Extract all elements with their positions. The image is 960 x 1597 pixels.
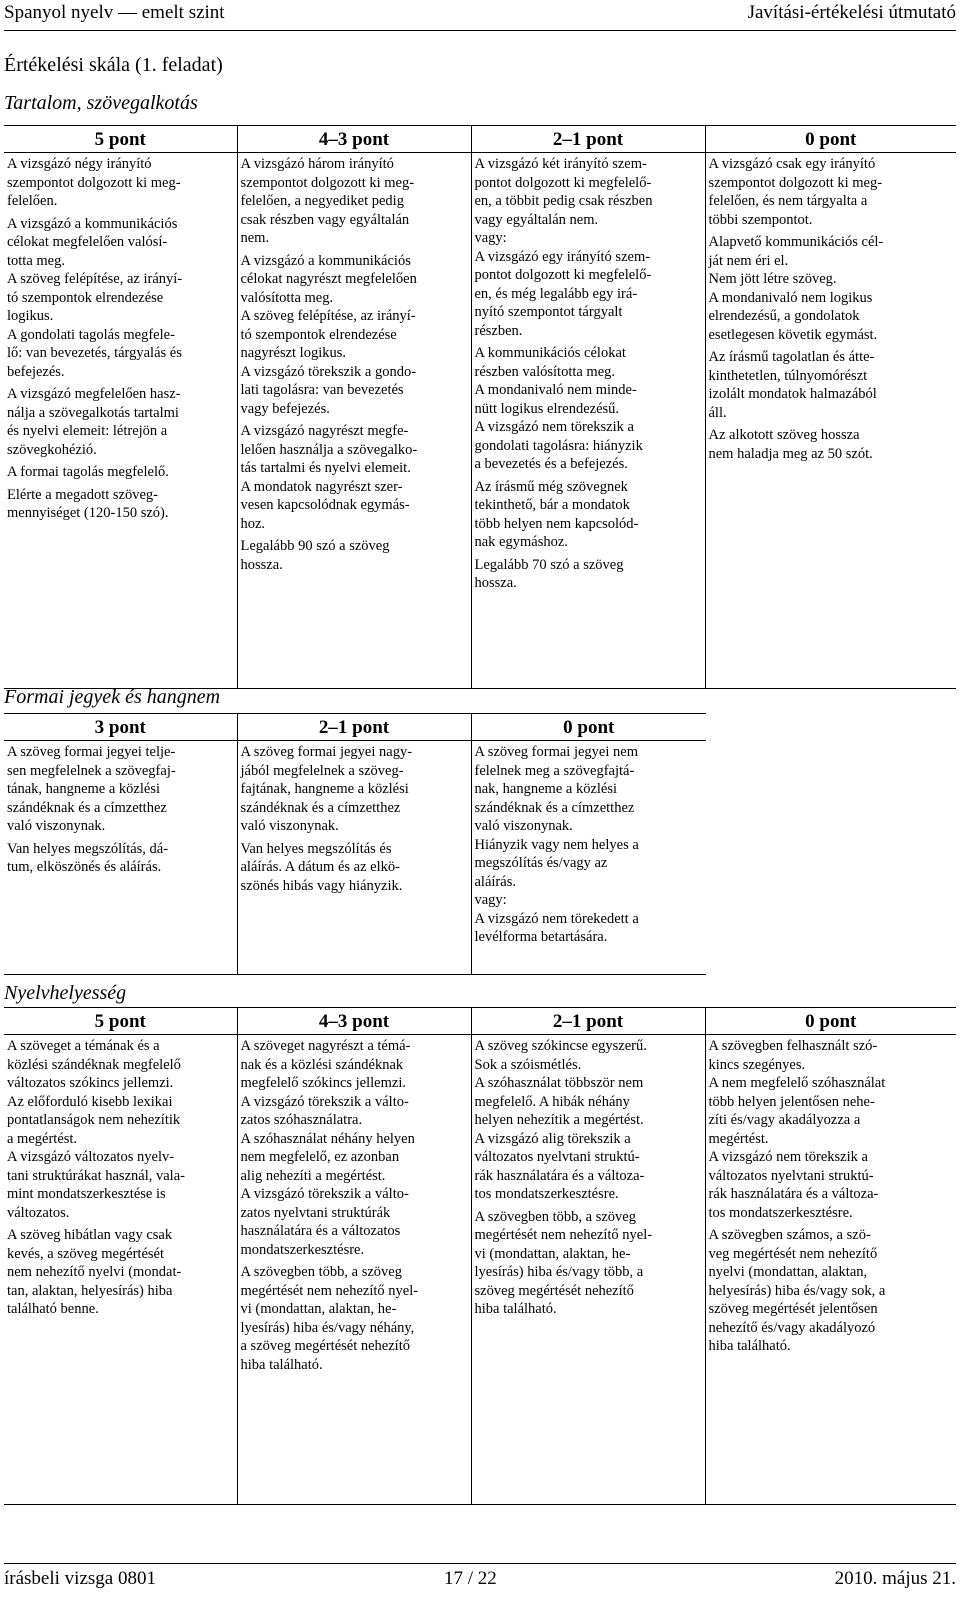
page-header bbox=[4, 2, 956, 31]
formai-cell-2-1 bbox=[237, 741, 471, 975]
criterion-text: A szöveg formai jegyei telje- sen megfelelnek a szövegfaj- tának, hangneme a közlési szándéknak és a címzetthez való viszonynak. bbox=[7, 744, 176, 834]
header-subject: Spanyol nyelv — emelt szint bbox=[4, 2, 225, 23]
section-title-nyelv: Nyelvhelyesség bbox=[4, 982, 127, 1004]
formai-table bbox=[4, 713, 706, 975]
criterion-text: A vizsgázó négy irányító szempontot dolgozott ki meg- felelően. bbox=[7, 156, 181, 209]
section-title-formai: Formai jegyek és hangnem bbox=[4, 686, 221, 708]
criterion-text: A vizsgázó három irányító szempontot dolgozott ki meg- felelően, a negyediket pedig csak részben vagy egyáltalán nem. bbox=[240, 156, 415, 246]
footer-exam-code: írásbeli vizsga 0801 bbox=[4, 1568, 156, 1589]
criterion-text: Alapvető kommunikációs cél- ját nem éri el. Nem jött létre szöveg. A mondanivaló nem logikus elrendezésű, a gondolatok esetlegesen követik egymást. bbox=[708, 234, 884, 343]
criterion-text: A vizsgázó nagyrészt megfe- lelően használja a szövegalko- tás tartalmi és nyelvi elemeit. A mondatok nagyrészt szer- vesen kapcsolódnak egymás- hoz. bbox=[240, 423, 418, 532]
tartalom-cell-4-3 bbox=[237, 153, 471, 689]
tartalom-table bbox=[4, 125, 956, 689]
nyelv-cell-5 bbox=[4, 1035, 237, 1505]
tartalom-header-2-1: 2–1 pont bbox=[471, 126, 705, 153]
nyelv-cell-2-1 bbox=[471, 1035, 705, 1505]
criterion-text: A szövegben több, a szöveg megértését nem nehezítő nyel- vi (mondattan, alaktan, he- lyesírás) hiba és/vagy néhány, a szöveg megértését nehezítő hiba található. bbox=[240, 1264, 419, 1373]
criterion-text: Az írásmű tagolatlan és átte- kinthetetlen, túlnyomórészt izolált mondatok halmazából áll. bbox=[708, 349, 877, 421]
page-footer bbox=[4, 1563, 956, 1594]
criterion-text: A vizsgázó a kommunikációs célokat nagyrészt megfelelően valósította meg. A szöveg felépítése, az irányí- tó szempontok elrendezése nagyrészt logikus. A vizsgázó törekszik a gondo- lati tagolásra: van bevezetés vagy befejezés. bbox=[240, 252, 417, 417]
nyelv-header-5: 5 pont bbox=[4, 1008, 237, 1035]
criterion-text: A vizsgázó a kommunikációs célokat megfelelően valósí- totta meg. A szöveg felépítése, az irányí- tó szempontok elrendezése logikus. A gondolati tagolás megfele- lő: van bevezetés, tárgyalás és befejezés. bbox=[7, 215, 183, 380]
formai-header-2-1: 2–1 pont bbox=[237, 714, 471, 741]
criterion-text: A szövegben több, a szöveg megértését nem nehezítő nyel- vi (mondattan, alaktan, he- lyesírás) hiba és/vagy több, a szöveg megértését nehezítő hiba található. bbox=[474, 1208, 653, 1317]
criterion-text: A vizsgázó megfelelően hasz- nálja a szövegalkotás tartalmi és nyelvi elemeit: létrejön a szövegkohézió. bbox=[7, 386, 181, 458]
header-doc-type: Javítási-értékelési útmutató bbox=[747, 2, 956, 23]
criterion-text: A szöveg formai jegyei nem felelnek meg a szövegfajtá- nak, hangneme a közlési szándéknak és a címzetthez való viszonynak. Hiányzik vagy nem helyes a megszólítás és/vagy az aláírás. vagy: A vizsgázó nem törekedett a levélforma betartására. bbox=[474, 744, 639, 945]
criterion-text: Az alkotott szöveg hossza nem haladja meg az 50 szót. bbox=[708, 427, 873, 462]
formai-cell-0 bbox=[471, 741, 706, 975]
tartalom-cell-2-1 bbox=[471, 153, 705, 689]
footer-date: 2010. május 21. bbox=[834, 1568, 956, 1589]
nyelv-cell-0 bbox=[705, 1035, 956, 1505]
criterion-text: A szöveget nagyrészt a témá- nak és a közlési szándéknak megfelelő szókincs jellemzi. A vizsgázó törekszik a válto- zatos szóhasználatra. A szóhasználat néhány helyen nem megfelelő, ez azonban alig nehezíti a megértést. A vizsgázó törekszik a válto- zatos nyelvtani struktúrák használatára és a változatos mondatszerkesztésre. bbox=[240, 1038, 415, 1258]
formai-header-0: 0 pont bbox=[471, 714, 706, 741]
criterion-text: A szövegben számos, a szö- veg megértését nem nehezítő nyelvi (mondattan, alaktan, helyesírás) hiba és/vagy sok, a szöveg megértését jelentősen nehezítő és/vagy akadályozó hiba található. bbox=[708, 1227, 886, 1354]
criterion-text: A vizsgázó csak egy irányító szempontot dolgozott ki meg- felelően, és nem tárgyalta a többi szempontot. bbox=[708, 156, 883, 228]
criterion-text: A szöveget a témának és a közlési szándéknak megfelelő változatos szókincs jellemzi. Az előforduló kisebb lexikai pontatlanságok nem nehezítik a megértést. A vizsgázó változatos nyelv- tani struktúrákat használ, vala- mint mondatszerkesztése is változatos. bbox=[7, 1038, 185, 1221]
nyelv-header-2-1: 2–1 pont bbox=[471, 1008, 705, 1035]
criterion-text: A kommunikációs célokat részben valósította meg. A mondanivaló nem minde- nütt logikus elrendezésű. A vizsgázó nem törekszik a gondolati tagolásra: hiányzik a bevezetés és a befejezés. bbox=[474, 345, 643, 472]
scale-title: Értékelési skála (1. feladat) bbox=[4, 54, 223, 76]
formai-cell-3 bbox=[4, 741, 237, 975]
criterion-text: Legalább 90 szó a szöveg hossza. bbox=[240, 538, 390, 573]
criterion-text: A vizsgázó két irányító szem- pontot dolgozott ki megfelelő- en, a többit pedig csak részben vagy egyáltalán nem. vagy: A vizsgázó egy irányító szem- pontot dolgozott ki megfelelő- en, és még legalább egy irá- nyító szempontot tárgyalt részben. bbox=[474, 156, 653, 339]
nyelv-table bbox=[4, 1007, 956, 1505]
nyelv-header-4-3: 4–3 pont bbox=[237, 1008, 471, 1035]
tartalom-cell-0 bbox=[705, 153, 956, 689]
criterion-text: Legalább 70 szó a szöveg hossza. bbox=[474, 556, 624, 591]
tartalom-header-4-3: 4–3 pont bbox=[237, 126, 471, 153]
criterion-text: Az írásmű még szövegnek tekinthető, bár a mondatok több helyen nem kapcsolód- nak egymáshoz. bbox=[474, 478, 639, 550]
tartalom-cell-5 bbox=[4, 153, 237, 689]
footer-page-number: 17 / 22 bbox=[444, 1568, 497, 1589]
tartalom-header-0: 0 pont bbox=[705, 126, 956, 153]
criterion-text: A szövegben felhasznált szó- kincs szegényes. A nem megfelelő szóhasználat több helyen jelentősen nehe- zíti és/vagy akadályozza a megértést. A vizsgázó nem törekszik a változatos nyelvtani struktú- rák használatára és a változa- tos mondatszerkesztésre. bbox=[708, 1038, 886, 1221]
tartalom-header-5: 5 pont bbox=[4, 126, 237, 153]
section-title-tartalom: Tartalom, szövegalkotás bbox=[4, 92, 198, 114]
criterion-text: Van helyes megszólítás és aláírás. A dátum és az elkö- szönés hibás vagy hiányzik. bbox=[240, 840, 403, 894]
criterion-text: A szöveg hibátlan vagy csak kevés, a szöveg megértését nem nehezítő nyelvi (mondat- tan, alaktan, helyesírás) hiba található benne. bbox=[7, 1227, 182, 1317]
criterion-text: A szöveg formai jegyei nagy- jából megfelelnek a szöveg- fajtának, hangneme a közlési szándéknak és a címzetthez való viszonynak. bbox=[240, 744, 413, 834]
formai-header-3: 3 pont bbox=[4, 714, 237, 741]
criterion-text: Elérte a megadott szöveg- mennyiséget (120-150 szó). bbox=[7, 486, 169, 521]
criterion-text: A formai tagolás megfelelő. bbox=[7, 464, 169, 480]
nyelv-header-0: 0 pont bbox=[705, 1008, 956, 1035]
criterion-text: A szöveg szókincse egyszerű. Sok a szóismétlés. A szóhasználat többször nem megfelelő. A hibák néhány helyen nehezítik a megértést. A vizsgázó alig törekszik a változatos nyelvtani struktú- rák használatára és a változa- tos mondatszerkesztésre. bbox=[474, 1038, 647, 1202]
criterion-text: Van helyes megszólítás, dá- tum, elköszönés és aláírás. bbox=[7, 840, 169, 875]
nyelv-cell-4-3 bbox=[237, 1035, 471, 1505]
